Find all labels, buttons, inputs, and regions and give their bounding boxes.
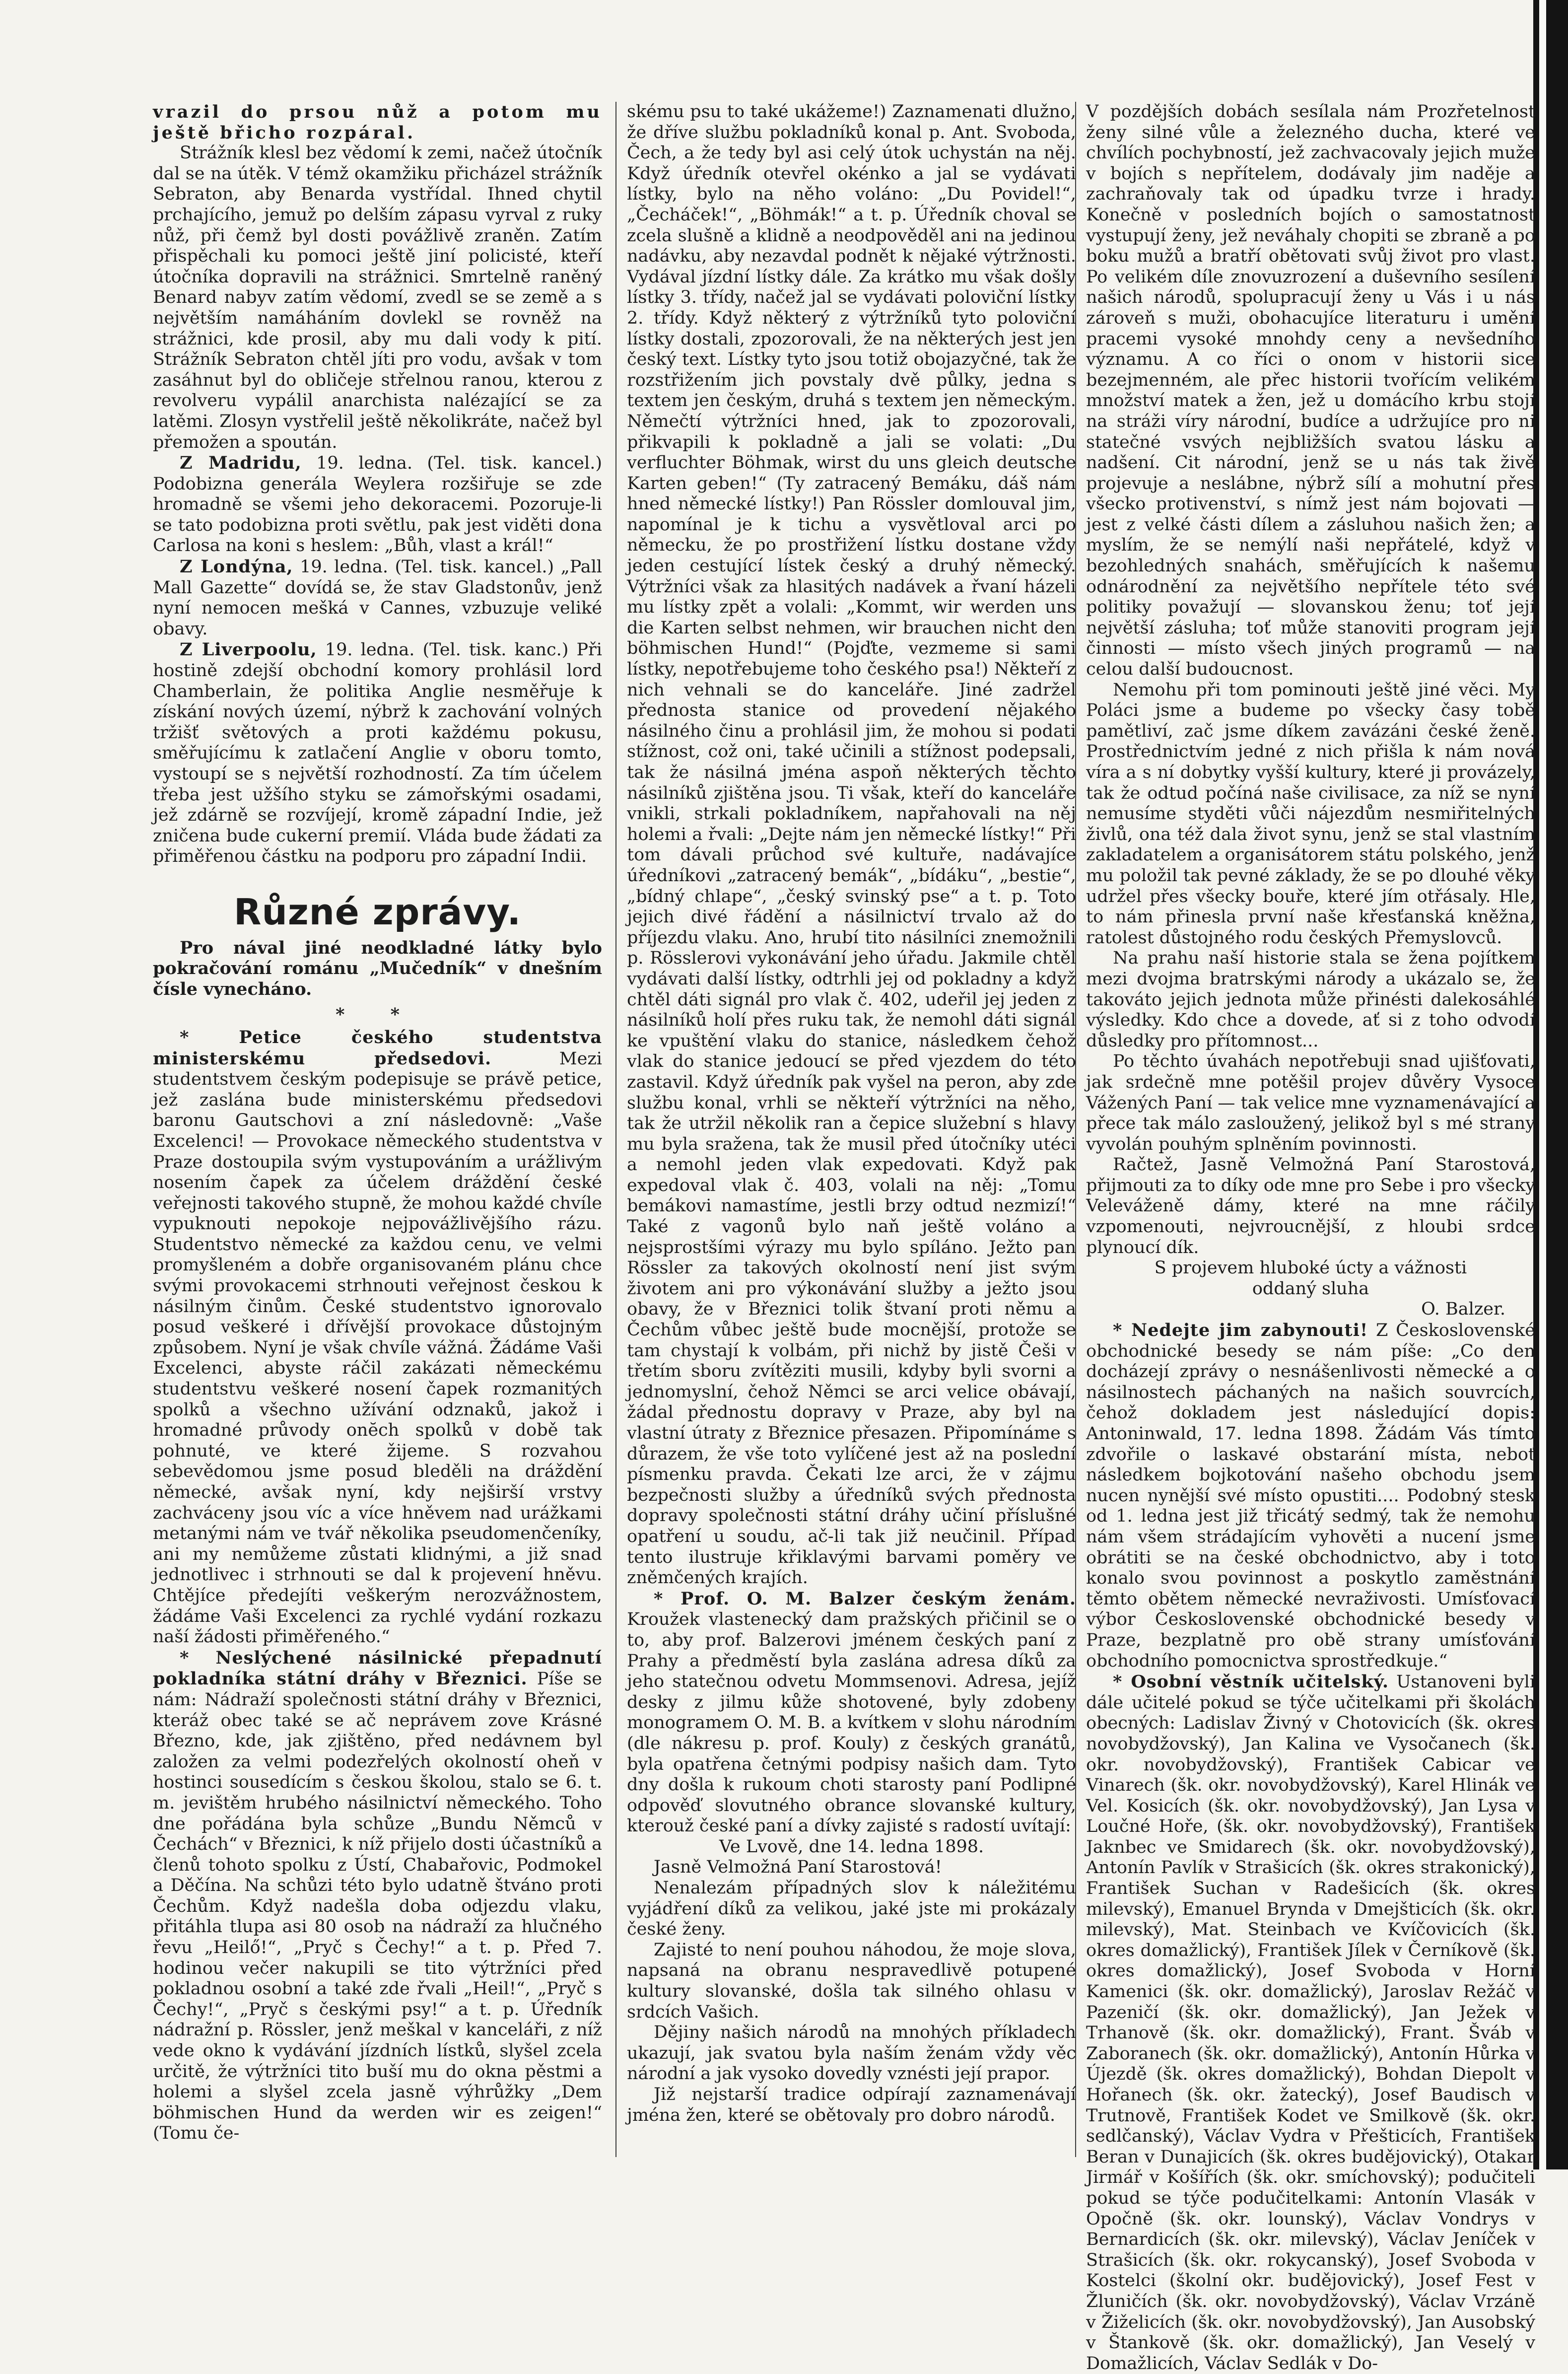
article-paragraph: skému psu to také ukážeme!) Zaznamenati dlužno, že dříve službu pokladníků konal p. Ant. Svoboda, Čech, a že tedy byl asi celý útok uchystán na něj. Když úředník otevřel okénko a jal se vydávati lístky, bylo na něho voláno: „Du Povidel!“, „Čecháček!“, „Böhmák!“ a t. p. Úředník choval se zcela slušně a klidně a neodpověděl ani na jedinou nadávku, aby nezavdal podnět k nějaké výtržnosti. Vydával jízdní lístky dále. Za krátko mu však došly lístky 3. třídy, načež jal se vydávati poloviční lístky 2. třídy. Když některý z výtržníků tyto poloviční lístky dostali, zpozorovali, že na některých jest jen český text. Lístky tyto jsou totiž obojazyčné, tak že rozstřižením jich povstaly dvě půlky, jedna s textem jen českým, druhá s textem jen německým. Němečtí výtržníci hned, jak to zpozorovali, přikvapili k pokladně a jali se volati: „Du verfluchter Böhmak, wirst du uns gleich deutsche Karten geben!“ (Ty zatracený Bemáku, dáš nám hned německé lístky!) Pan Rössler domlouval jim, napomínal je k tichu a vysvětloval arci po německu, že po prostřižení lístku dostane vždy jeden cestující lístek český a druhý německý. Výtržníci však za hlasitých nadávek a řvaní házeli mu lístky zpět a volali: „Kommt, wir werden uns die Karten selbst nehmen, wir brauchen nicht den böhmischen Hund!“ (Pojďte, vezmeme si sami lístky, nepotřebujeme toho českého psa!) Někteří z nich vehnali se do kanceláře. Jiné zadržel přednosta stanice od provedení nějakého násilného činu a prohlásil jim, že mohou si podati stížnost, což oni, také učinili a stížnost podepsali, tak že násilná jména aspoň některých těchto násilníků zjištěna jsou. Ti však, kteří do kanceláře vnikli, strkali pokladníkem, napřahovali na něj holemi a řvali: „Dejte nám jen německé lístky!“ Při tom dávali průchod své kultuře, nadávajíce úředníkovi „zatracený bemák“, „bídáku“, „bestie“, „bídný chlape“, „český svinský pse“ a t. p. Toto jejich divé řádění a násilnictví trvalo až do příjezdu vlaku. Ano, hrubí tito násilníci znemožnili p. Rösslerovi vykonávání jeho úřadu. Jakmile chtěl vydávati další lístky, odtrhli jej od pokladny a když chtěl dáti signál pro vlak č. 402, udeřil jej jeden z násilníků holí přes ruku tak, že nemohl dáti signál ke vpuštění vlaku do stanice, následkem čehož vlak do stanice jedoucí se před vjezdem do této zastavil. Když úředník pak vyšel na peron, aby zde službu konal, vrhli se někteří výtržníci na něho, tak že utržil několik ran a čepice služební s hlavy mu byla sražena, tak že musil před útočníky utéci a nemohl jeden vlak expedovati. Když pak expedoval vlak č. 403, volali na něj: „Tomu bemákovi namastíme, jestli brzy odtud nezmizí!“ Také z vagonů bylo naň ještě voláno a nejsprostšími výrazy mu bylo spíláno. Ježto pan Rössler za takových okolností není jist svým životem ani pro výkonávání služby a ježto jsou obavy, že v Březnici tolik štvaní proti němu a Čechům vůbec ještě bude mocnější, protože se tam chystají k volbám, při nichž by jistě Češi v třetím sboru zvítěziti musili, kdyby byli svorni a jednomyslní, čehož Němci se arci velice obávají, žádal přednostu dopravy v Praze, aby byl na vlastní útraty z Březnice přesazen. Připomínáme s důrazem, že vše toto vylíčené jest až na poslední písmenku pravda. Čekati lze arci, že v zájmu bezpečnosti služby a úředníků svých přednosta dopravy společnosti státní dráhy učiní příslušné opatření u soudu, ač-li tak již neučinil. Případ tento ilustruje křiklavými barvami poměry ve zněmčených krajích.	[627, 102, 1076, 1588]
news-item-text: Kroužek vlastenecký dam pražských přičinil se o to, aby prof. Balzerovi jménem českých paní z Prahy a předměstí byla zaslána adresa díků za jeho statečnou odvetu Mommsenovi. Adresa, jejíž desky z jilmu kůže shotovené, byly zdobeny monogramem O. M. B. a kvítkem v slohu národním (dle nákresu p. prof. Kouly) z českých granátů, byla opatřena četnými podpisy našich dam. Tyto dny došla k rukoum choti starosty paní Podlipné odpověď slovutného obrance slovanské kultury, kterouž české paní a dívky zajisté s radostí uvítají:	[627, 1609, 1076, 1836]
news-item-head: * Nedejte jim zabynouti!	[1113, 1320, 1368, 1341]
letter-paragraph: Račtež, Jasně Velmožná Paní Starostová, přijmouti za to díky ode mne pro Sebe i pro všecky Veleváženě dámy, které na mne ráčily vzpomenouti, nejvroucnější, z hloubi srdce plynoucí dík.	[1086, 1155, 1535, 1257]
letter-paragraph: Nenalezám případných slov k náležitému vyjádření díků za velikou, jaké jste mi prokázaly české ženy.	[627, 1878, 1076, 1940]
news-item-nedejte	[1086, 1320, 1535, 1672]
letter-paragraph: V pozdějších dobách sesílala nám Prozřetelnost ženy silné vůle a železného ducha, které ve chvílích pochybností, jež zachvacovaly jejich muže v bojích s nepřítelem, dodávaly jim naděje a zachraňovaly tak od úpadku tvrze i hrady. Konečně v posledních bojích o samostatnost vystupují ženy, jež neváhaly chopiti se zbraně a po boku mužů a bratří obětovati svůj život pro vlast. Po velikém díle znovuzrození a duševního sesílení našich národů, spolupracují ženy u Vás i u nás zároveň s muži, obohacujíce literaturu i umění pracemi vysoké mnohdy ceny a nevšedního významu. A co říci o onom v historii sice bezejmenném, ale přec historii tvořícím velikém množství matek a žen, jež u domácího krbu stojí na stráži víry národní, budíce a udržujíce pro ni statečné vsvých nejbližších svatou lásku a nadšení. Cit národní, jenž se u nás tak živě projevuje a neslábne, nýbrž sílí a mohutní přes všecko protivenství, s nímž jest nám bojovati — jest z velké části dílem a zásluhou našich žen; a myslím, že se nemýlí naši nepřátelé, když v bezohledných snahách, směřujících k našemu odnárodnění za největšího nepřítele této své politiky považují — slovanskou ženu; toť její největší zásluha; toť může stanoviti program její činnosti — místo všech jiných programů — na celou další budoucnost.	[1086, 102, 1535, 680]
letter-paragraph: Již nejstarší tradice odpírají zaznamenávají jména žen, které se obětovaly pro dobro národů.	[627, 2085, 1076, 2125]
letter-dateline: Ve Lvově, dne 14. ledna 1898.	[719, 1836, 984, 1857]
letter-paragraph: Zajisté to není pouhou náhodou, že moje slova, napsaná na obranu nespravedlivě potupené kultury slovanské, došla tak silného ohlasu v srdcích Vašich.	[627, 1940, 1076, 2022]
news-item-head: * Osobní věstník učitelský.	[1113, 1672, 1389, 1692]
letter-closing: oddaný sluha	[1252, 1278, 1369, 1299]
letter-paragraph: Po těchto úvahách nepotřebuji snad ujišťovati, jak srdečně mne potěšil projev důvěry Vysoce Vážených Paní — tak velice mne vyznamenávající a přece tak málo zasloužený, jelikož byl s mé strany vyvolán pouhým splněním povinnosti.	[1086, 1051, 1535, 1154]
news-item-text: Píše se nám: Nádraží společnosti státní dráhy v Březnici, kteráž obec také se ač neprávem zove Krásné Březno, kde, jak zjištěno, před nedávnem byl založen za velmi podezřelých okolností oheň v hostinci sousedícím s českou školou, stalo se 6. t. m. jevištěm hrubého násilnictví německého. Toho dne pořádána byla schůze „Bundu Němců v Čechách“ v Březnici, k níž přijelo dosti účastníků a členů tohoto spolku z Ústí, Chabařovic, Podmokel a Děčína. Na schůzi této bylo udatně štváno proti Čechům. Když nadešla doba odjezdu vlaku, přitáhla tlupa asi 80 osob na nádraží za hlučného řevu „Heilő!“, „Pryč s Čechy!“ a t. p. Před 7. hodinou večer nakupili se tito výtržníci před pokladnou osobní a také zde řvali „Heil!“, „Pryč s Čechy!“, „Pryč s českými psy!“ a t. p. Úředník nádražní p. Rössler, jenž meškal v kanceláři, z níž vede okno k vydávání jízdních lístků, slyšel zcela určitě, že výtržníci tito buší mu do okna pěstmi a holemi a slyšel zcela jasně výhrůžky „Dem böhmischen Hund da werden wir es zeigen!“ (Tomu če-	[153, 1669, 602, 2144]
dispatch-head: Z Madridu,	[180, 453, 302, 474]
news-item-text: Z Československé obchodnické besedy se nám píše: „Co den docházejí zprávy o nesnášenlivosti německé a o násilnostech páchaných na našich souvrcích, čehož dokladem jest následující dopis: Antoninwald, 17. ledna 1898. Žádám Vás tímto zdvořile o laskavé obstarání místa, neboť následkem bojkotování našeho obchodu jsem nucen nynější své místo opustiti.... Podobný stesk od 1. ledna jest již třicátý sedmý, tak že nemohu nám všem strádajícím vyhověti a nucení jsme obrátiti se na české obchodnictvo, aby i toto konalo svou povinnost a poskytlo zaměstnání těmto obětem německé nevraživosti. Umísťovací výbor Československé obchodnické besedy v Praze, bezplatně pro obě strany umísťování obchodního pomocnictva sprostředkuje.“	[1086, 1321, 1535, 1671]
dispatch-text: 19. ledna. (Tel. tisk. kancel.) „Pall Mall Gazette“ dovídá se, že stav Gladstonův, jenž nyní nemocen mešká v Cannes, vzbuzuje veliké obavy.	[153, 557, 602, 639]
dispatch-madrid	[153, 453, 602, 557]
column-left	[153, 102, 602, 2157]
column-middle	[627, 102, 1076, 2157]
separator-stars: * *	[336, 1004, 419, 1025]
column-right	[1086, 102, 1535, 2374]
news-item-vestnik	[1086, 1672, 1535, 2374]
dispatch-text: 19. ledna. (Tel. tisk. kanc.) Při hostině zdejší obchodní komory prohlásil lord Chamberlain, že politika Anglie nesměřuje k získání nových území, nýbrž k zachování volných tržišť světových a proti každému pokusu, směřujícímu k zatlačení Anglie v oboru tomto, vystoupí se s největší rozhodností. Za tím účelem třeba jest užšího styku se zámořskými osadami, jež zdárně se rozvíjejí, kromě západní Indie, jež zničena bude cukerní premií. Vláda bude žádati za přiměřenou částku na podporu pro západní Indii.	[153, 640, 602, 867]
dispatch-text: 19. ledna. (Tel. tisk. kancel.) Podobizna generála Weylera rozšiřuje se zde hromadně se všemi jeho dekoracemi. Pozoruje-li se tato podobizna proti světlu, pak jest viděti dona Carlosa na koni s heslem: „Bůh, vlast a král!“	[153, 453, 602, 556]
column-rule	[615, 102, 616, 2157]
dispatch-head: Z Liverpoolu,	[180, 639, 317, 660]
news-item-text: Ustanoveni byli dále učitelé pokud se týče učitelkami při školách obecných: Ladislav Živný v Chotovicích (šk. okres novobydžovský), Jan Kalina ve Vysočanech (šk. okr. novobydžovský), František Cabicar ve Vinarech (šk. okr. novobydžovský), Karel Hlinák ve Vel. Kosicích (šk. okr. novobydžovský), Jan Lysa v Loučné Hoře, (šk. okr. novobydžovský), František Jaknbec ve Smidarech (šk. okr. novobydžovský), Antonín Pavlík v Strašicích (šk. okres strakonický), František Suchan v Radešicích (šk. okres milevský), Emanuel Brynda v Dmejšticích (šk. okr. milevský), Mat. Steinbach ve Kvíčovicích (šk. okres domažlický), František Jílek v Černíkově (šk. okres domažlický), Josef Svoboda v Horní Kamenici (šk. okr. domažlický), Jaroslav Režáč v Pazeničí (šk. okr. domažlický), Jan Ježek v Trhanově (šk. okr. domažlický), Frant. Šváb v Zaboranech (šk. okr. domažlický), Antonín Hůrka v Újezdě (šk. okres domažlický), Bohdan Diepolt v Hořanech (šk. okr. žatecký), Josef Baudisch v Trutnově, František Kodet ve Smilkově (šk. okr. sedlčanský), Václav Vydra v Přešticích, František Beran v Dunajicích (šk. okres budějovický), Otakar Jirmář v Košířích (šk. okr. smíchovský); podučiteli pokud se týče podučitelkami: Antonín Vlasák v Opočně (šk. okr. lounský), Václav Vondrys v Bernardicích (šk. okr. milevský), Václav Jeníček v Strašicích (šk. okr. rokycanský), Josef Svoboda v Kostelci (školní okr. budějovický), Josef Fest v Žluničích (šk. okr. novobydžovský), Václav Vrzáně v Žiželicích (šk. okr. novobydžovský), Jan Ausobský v Štankově (šk. okr. domažlický), Jan Veselý v Domažlicích, Václav Sedlák v Do-	[1086, 1672, 1535, 2374]
letter-paragraph: Dějiny našich národů na mnohých příkladech ukazují, jak svatou byla naším ženám vždy věc národní a jak vysoko dovedly vznésti její prapor.	[627, 2023, 1076, 2084]
editorial-notice: Pro nával jiné neodkladné látky bylo pokračování románu „Mučedník“ v dnešním čísle vynecháno.	[153, 937, 602, 999]
dispatch-head: Z Londýna,	[180, 557, 293, 577]
news-item-petice	[153, 1027, 602, 1648]
letter-paragraph: Nemohu při tom pominouti ještě jiné věci. My Poláci jsme a budeme po všecky časy tobě pamětliví, zač jsme díkem zavázáni české ženě. Prostřednictvím jedné z nich přišla k nám nová víra a s ní dobytky vyšší kultury, které ji provázely, tak že odtud počíná naše civilisace, za níž se nyní nemusíme styděti vůči nájezdům nesmiřitelných živlů, ona též dala život synu, jenž se stal vlastním zakladatelem a organisátorem státu polského, jenž mu položil tak pevné základy, že se po dlouhé věky udržel přes všecky bouře, které jím otřásaly. Hle, to nám přinesla první naše křesťanská kněžna, ratolest důstojného rodu českých Přemyslovců.	[1086, 680, 1535, 948]
article-paragraph: Strážník klesl bez vědomí k zemi, načež útočník dal se na útěk. V témž okamžiku přicházel strážník Sebraton, aby Benarda vystřídal. Ihned chytil prchajícího, jemuž po delším zápasu vyrval z ruky nůž, při čemž byl dosti povážlivě zraněn. Zatím přispěchali ku pomoci ještě jiní policisté, kteří útočníka dopravili na strážnici. Smrtelně raněný Benard nabyv zatím vědomí, zvedl se se země a s největším namáháním dovlekl se rovněž na strážnici, kde prosil, aby mu dali vody k pití. Strážník Sebraton chtěl jíti pro vodu, avšak v tom zasáhnut byl do obličeje střelnou ranou, kterou z revolveru vypálil anarchista nalézající se za latěmi. Zlosyn vystřelil ještě několikráte, načež byl přemožen a spoután.	[153, 143, 602, 452]
news-item-text: Mezi studentstvem českým podepisuje se právě petice, jež zaslána bude ministerskému předsedovi baronu Gautschovi a zní následovně: „Vaše Excelenci! — Provokace německého studentstva v Praze dostoupila svým vystupováním a urážlivým nosením čapek za účelem dráždění české veřejnosti takového stupně, že mohou každé chvíle vypuknouti nepokoje nejpovážlivějšího rázu. Studentstvo německé za každou cenu, ve velmi promyšleném a dobře organisovaném plánu chce svými provokacemi strhnouti veřejnost českou k násilným činům. České studentstvo ignorovalo posud veškeré i dřívější provokace důstojným způsobem. Nyní je však chvíle vážná. Žádáme Vaši Excelenci, abyste ráčil zakázati německému studentstvu veškeré nosení čapek rozmanitých spolků a všechno užívání odznaků, jakož i hromadné průvody onĕch spolků v době tak pohnuté, ve které žijeme. S rozvahou sebevědomou jsme posud bleděli na dráždění německé, avšak nyní, kdy nejširší vrstvy zachváceny jsou víc a více hněvem nad urážkami metanými nám ve tvář několika pseudomenčeníky, ani my nemůžeme zůstati klidnými, a již snad jednotlivec i strhnouti se dal k projevení hněvu. Chtějíce předejíti veškerým nerozvážnostem, žádáme Vaši Excelenci za rychlé vydání rozkazu naší žádosti přiměřeného.“	[153, 1048, 602, 1647]
letter-closing: S projevem hluboké úcty a vážnosti	[1154, 1258, 1467, 1278]
news-item-brezno	[153, 1648, 602, 2144]
news-item-head: * Prof. O. M. Balzer českým ženám.	[654, 1588, 1076, 1609]
article-paragraph: vrazil do prsou nůž a potom mu ještě břicho rozpáral.	[153, 102, 602, 143]
news-item-head: * Neslýchené násilnické přepadnutí pokladníka státní dráhy v Březnici.	[153, 1647, 602, 1689]
letter-signature: O. Balzer.	[1421, 1299, 1505, 1320]
section-title: Různé zprávy.	[234, 891, 521, 933]
letter-paragraph: Na prahu naší historie stala se žena pojítkem mezi dvojma bratrskými národy a ukázalo se, že takováto jejich jednota může přinésti dalekosáhlé výsledky. Kdo chce a dovede, ať si z toho odvodí důsledky pro přítomnost...	[1086, 948, 1535, 1051]
dispatch-liverpool	[153, 639, 602, 867]
letter-salutation: Jasně Velmožná Paní Starostová!	[654, 1857, 942, 1878]
news-item-balzer	[627, 1589, 1076, 1837]
page-edge-border	[1533, 0, 1568, 2169]
news-item-head: * Petice českého studentstva ministerskému předsedovi.	[153, 1027, 602, 1069]
dispatch-london	[153, 557, 602, 639]
